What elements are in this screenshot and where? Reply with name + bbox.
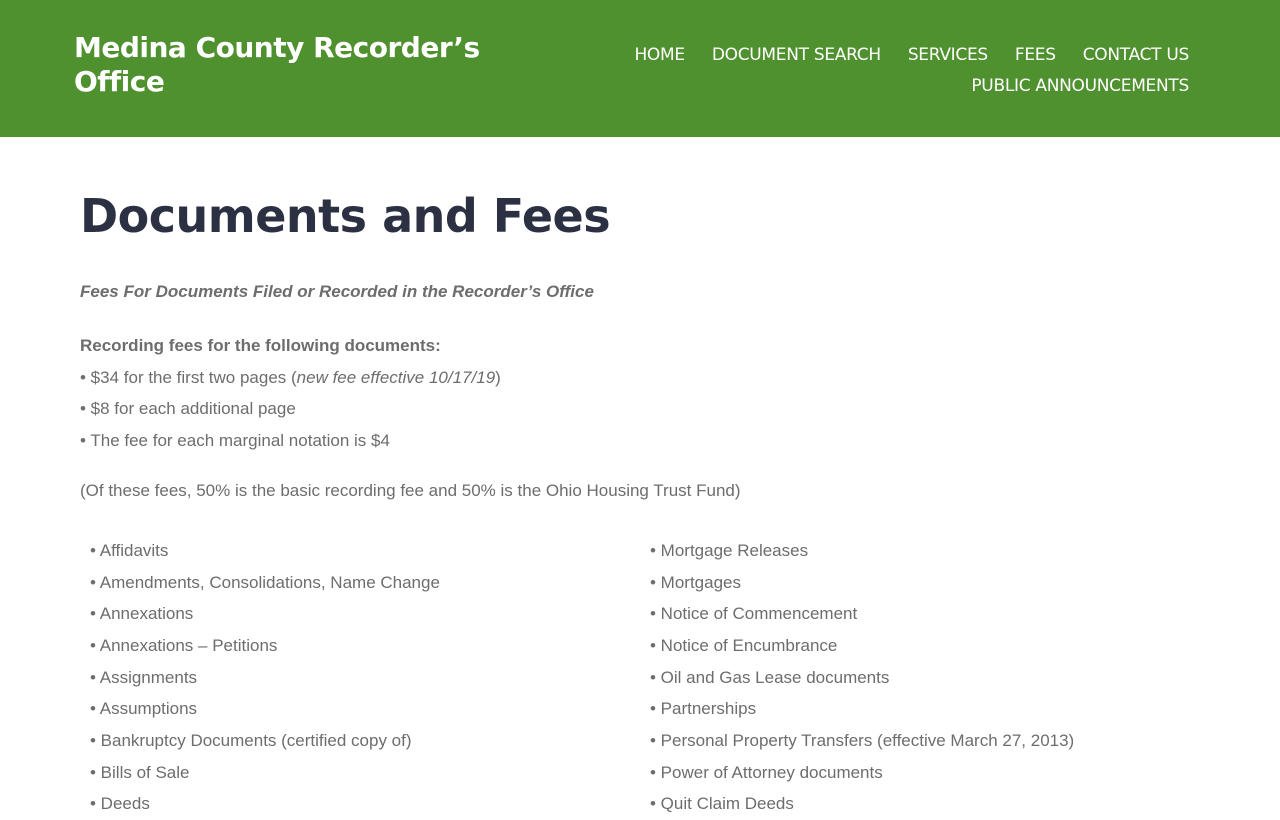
fees-note: (Of these fees, 50% is the basic recording fee and 50% is the Ohio Housing Trust Fund)	[80, 480, 741, 500]
fee-1-text: • $34 for the first two pages (	[80, 367, 297, 387]
recording-fees	[80, 330, 1200, 457]
nav-services[interactable]: SERVICES	[907, 45, 988, 65]
list-item: • Personal Property Transfers (effective March 27, 2013)	[650, 731, 1075, 751]
main-nav	[549, 40, 1189, 102]
nav-contact-us[interactable]: CONTACT US	[1082, 45, 1189, 65]
list-item: • Partnerships	[650, 699, 757, 719]
page-title: Documents and Fees	[80, 189, 611, 243]
document-types	[80, 535, 1200, 820]
list-item: • Annexations	[90, 604, 194, 624]
fees-subtitle: Fees For Documents Filed or Recorded in the Recorder’s Office	[80, 282, 594, 301]
nav-fees[interactable]: FEES	[1014, 45, 1056, 65]
fee-additional-page: • $8 for each additional page	[80, 399, 296, 419]
nav-home[interactable]: HOME	[634, 45, 685, 65]
site-title-link[interactable]: Medina County Recorder’s Office	[74, 31, 480, 98]
fee-1-close: )	[495, 367, 501, 387]
nav-document-search[interactable]: DOCUMENT SEARCH	[711, 45, 881, 65]
list-item: • Annexations – Petitions	[90, 635, 278, 655]
list-item: • Power of Attorney documents	[650, 762, 883, 782]
document-list-right	[640, 535, 1200, 820]
list-item: • Mortgages	[650, 572, 741, 592]
list-item: • Oil and Gas Lease documents	[650, 667, 890, 687]
fee-marginal-notation: • The fee for each marginal notation is $4	[80, 431, 390, 451]
nav-public-announcements[interactable]: PUBLIC ANNOUNCEMENTS	[971, 76, 1189, 96]
list-item: • Amendments, Consolidations, Name Change	[90, 572, 440, 592]
list-item: • Affidavits	[90, 540, 169, 560]
list-item: • Quit Claim Deeds	[650, 794, 794, 814]
list-item: • Notice of Commencement	[650, 604, 858, 624]
page-content	[80, 278, 1200, 820]
list-item: • Mortgage Releases	[650, 540, 809, 560]
list-item: • Bills of Sale	[90, 762, 190, 782]
list-item: • Bankruptcy Documents (certified copy of)	[90, 731, 412, 751]
document-list-left	[80, 535, 640, 820]
list-item: • Assumptions	[90, 699, 198, 719]
list-item: • Deeds	[90, 794, 150, 814]
fee-first-two-pages	[80, 362, 1200, 394]
list-item: • Assignments	[90, 667, 198, 687]
fee-1-effective-date: new fee effective 10/17/19	[296, 367, 496, 387]
fees-heading: Recording fees for the following documents:	[80, 336, 441, 355]
list-item: • Notice of Encumbrance	[650, 635, 838, 655]
